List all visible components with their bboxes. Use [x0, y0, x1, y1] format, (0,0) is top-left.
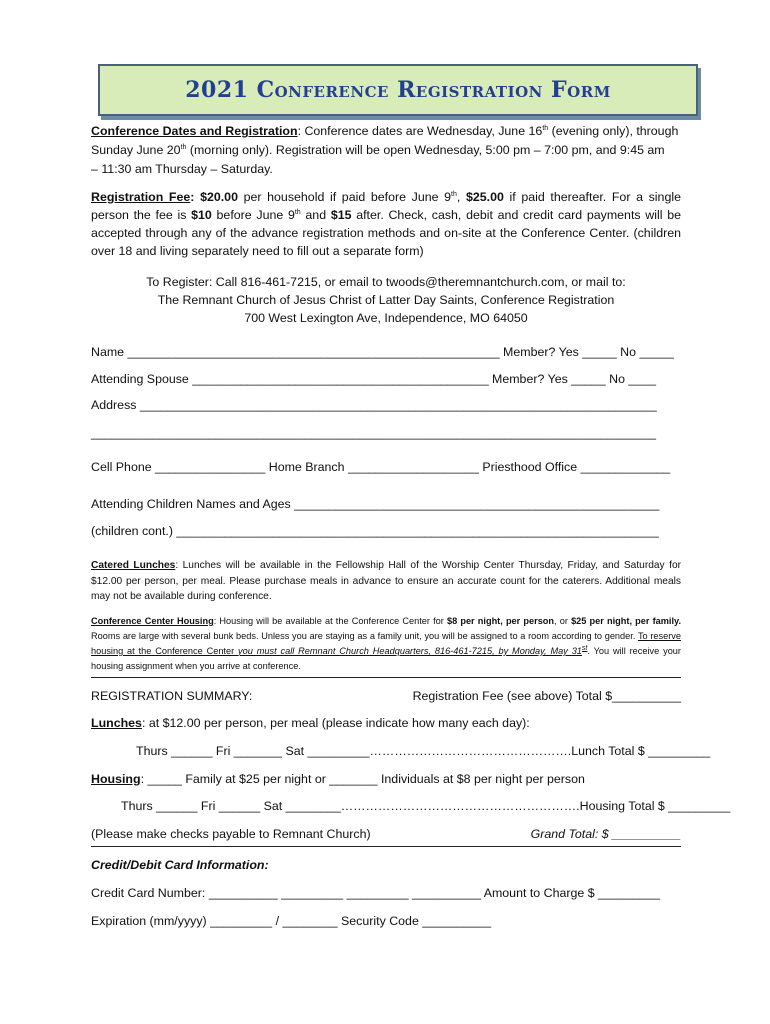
summary-header-row	[91, 687, 681, 705]
address-field[interactable]: Address ___________________________________________________________________________	[91, 398, 657, 412]
catered-lunches-paragraph: Catered Lunches: Lunches will be available in the Fellowship Hall of the Worship Center Thursday, Friday, and Saturday for $12.00 per person, per meal. Please purchase meals in advance to ensure an accurate count for the caterers. Additional meals may not be available during conference.	[91, 560, 682, 602]
housing-paragraph: Conference Center Housing: Housing will be available at the Conference Center for $8 per night, per person, or $25 per night, per family. Rooms are large with several bunk beds. Unless you are staying as a family unit, you will be assigned to a room according to gender. To reserve housing at the Conference Center you must call Remnant Church Headquarters, 816-461-7215, by Monday, May 31st. You will receive your housing assignment when you arrive at conference.	[91, 616, 682, 671]
register-line-1: To Register: Call 816-461-7215, or email to twoods@theremnantchurch.com, or mail to:	[146, 275, 626, 289]
divider-line	[91, 677, 681, 678]
spouse-field[interactable]: Attending Spouse ___________________________________________ Member? Yes _____ No ____	[91, 372, 656, 386]
contact-fields[interactable]: Cell Phone ________________ Home Branch ___________________ Priesthood Office _____________	[91, 460, 671, 474]
divider-line-2	[91, 846, 681, 847]
title-banner	[98, 64, 698, 116]
address-field-line-2[interactable]: __________________________________________________________________________________	[91, 426, 657, 440]
name-field[interactable]: Name ______________________________________________________ Member? Yes _____ No _____	[91, 345, 674, 359]
lunches-line: Lunches: at $12.00 per person, per meal (please indicate how many each day):	[91, 716, 530, 730]
children-cont-field[interactable]: (children cont.) ______________________________________________________________________	[91, 524, 659, 538]
lunch-days-field[interactable]: Thurs ______ Fri _______ Sat _________………………………………………….Lunch Total $ _________	[136, 744, 711, 758]
summary-housing-label: Housing	[91, 772, 141, 786]
fee-total-field[interactable]: Registration Fee (see above) Total $__________	[412, 689, 681, 703]
registration-fee-paragraph: Registration Fee: $20.00 per household if paid before June 9th, $25.00 if paid thereafter. For a single person the fee is $10 before June 9th and $15 after. Check, cash, debit and credit card payments will be accepted through any of the advance registration methods and on-site at the Conference Center. (children over 18 and living separately need to fill out a separate form)	[91, 190, 681, 258]
register-address: 700 West Lexington Ave, Independence, MO 64050	[244, 311, 528, 325]
form-title: 2021 Conference Registration Form	[185, 77, 611, 103]
children-field[interactable]: Attending Children Names and Ages _____________________________________________________	[91, 497, 660, 511]
fee-label: Registration Fee	[91, 190, 191, 204]
dates-line-1: Conference Dates and Registration: Conference dates are Wednesday, June 16th (evening only), through	[91, 124, 679, 138]
register-line-2: The Remnant Church of Jesus Christ of Latter Day Saints, Conference Registration	[157, 293, 615, 307]
summary-lunches-label: Lunches	[91, 716, 142, 730]
card-info-heading: Credit/Debit Card Information:	[91, 858, 269, 872]
checks-note: (Please make checks payable to Remnant Church)	[91, 827, 371, 841]
summary-label: REGISTRATION SUMMARY:	[91, 689, 253, 703]
grand-total-field[interactable]: Grand Total: $ __________	[530, 827, 681, 841]
expiration-field[interactable]: Expiration (mm/yyyy) _________ / ________ Security Code __________	[91, 914, 492, 928]
dates-line-3: – 11:30 am Thursday – Saturday.	[91, 162, 273, 176]
housing-line[interactable]: Housing: _____ Family at $25 per night or _______ Individuals at $8 per night per person	[91, 772, 585, 786]
housing-days-field[interactable]: Thurs ______ Fri ______ Sat ________………………………………………………….Housing Total $ _________	[121, 799, 731, 813]
dates-line-2: Sunday June 20th (morning only). Registration will be open Wednesday, 5:00 pm – 7:00 pm, and 9:45 am	[91, 143, 665, 157]
dates-label: Conference Dates and Registration	[91, 124, 298, 138]
card-number-field[interactable]: Credit Card Number: __________ _________ _________ __________ Amount to Charge $ _________	[91, 886, 661, 900]
housing-label: Conference Center Housing	[91, 616, 214, 626]
lunches-label: Catered Lunches	[91, 560, 176, 571]
checks-row	[91, 825, 681, 843]
